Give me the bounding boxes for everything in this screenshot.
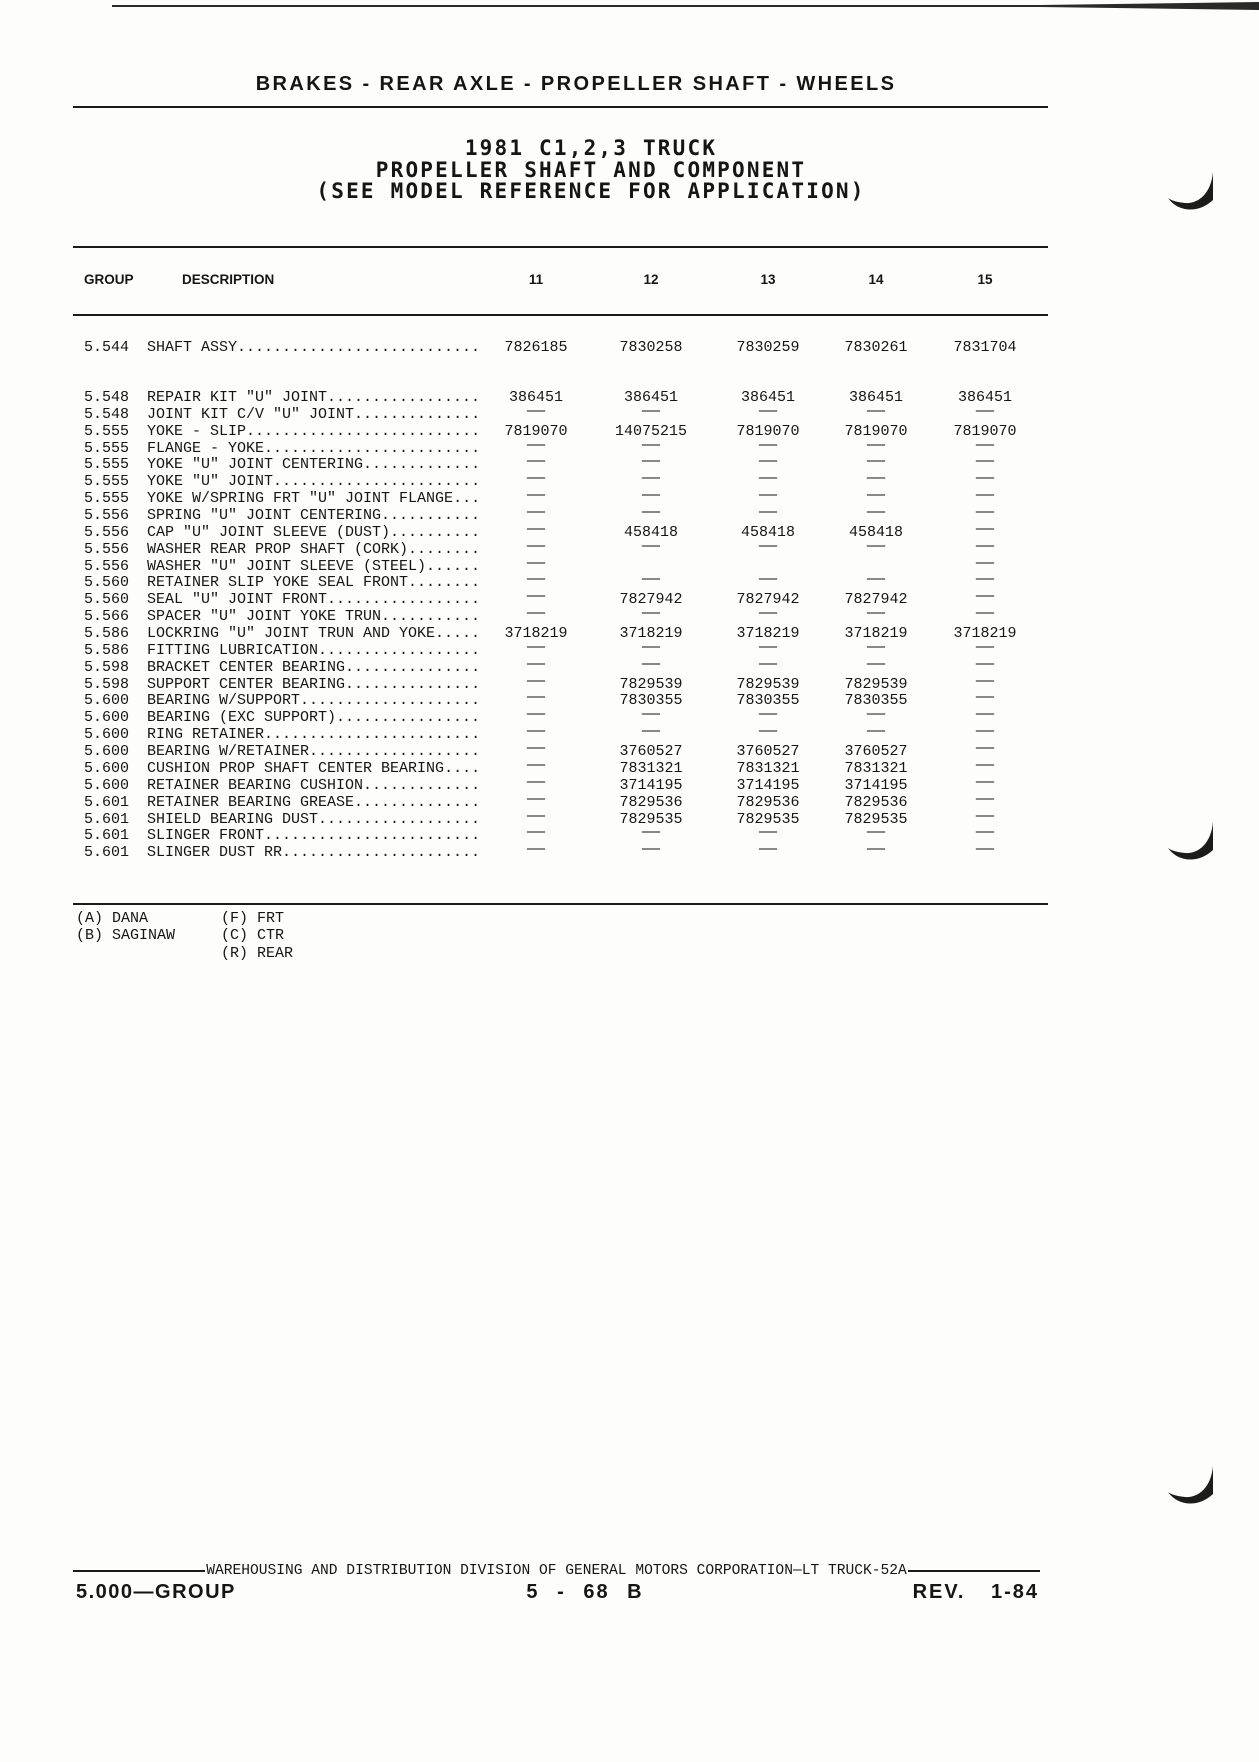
- no-part-dash: —: [526, 554, 545, 572]
- page-number: 5 - 68 B: [526, 1581, 644, 1603]
- part-number-cell: 3760527: [619, 743, 683, 761]
- part-number-cell: 7829536: [619, 793, 683, 811]
- no-part-dash: —: [526, 756, 545, 774]
- part-number-cell: 7830355: [619, 692, 683, 710]
- no-part-dash: —: [526, 520, 545, 538]
- table-header-rule: [73, 314, 1048, 316]
- no-part-dash: —: [975, 605, 994, 623]
- binder-hole-shadow: [1166, 168, 1216, 216]
- no-part-dash: —: [866, 824, 885, 842]
- no-part-dash: —: [975, 504, 994, 522]
- no-part-dash: —: [526, 824, 545, 842]
- no-part-dash: —: [975, 841, 994, 859]
- part-number-cell: 7831321: [619, 759, 683, 777]
- binder-hole-shadow: [1166, 818, 1216, 866]
- no-part-dash: —: [758, 453, 777, 471]
- no-part-dash: —: [975, 520, 994, 538]
- part-number-cell: 7829539: [736, 675, 800, 693]
- group-number: 5.566: [84, 608, 130, 626]
- publisher-rule-right: [908, 1570, 1040, 1572]
- no-part-dash: —: [758, 706, 777, 724]
- column-header-model-12: 12: [643, 272, 659, 287]
- title-line-note: (SEE MODEL REFERENCE FOR APPLICATION): [316, 179, 866, 203]
- no-part-dash: —: [526, 487, 545, 505]
- part-number-cell: 458418: [740, 523, 795, 541]
- no-part-dash: —: [758, 487, 777, 505]
- part-number-cell: 7831321: [736, 759, 800, 777]
- part-number-cell: 3718219: [844, 625, 908, 643]
- no-part-dash: —: [641, 537, 660, 555]
- description-text: SHAFT ASSY: [147, 339, 238, 356]
- no-part-dash: —: [526, 537, 545, 555]
- no-part-dash: —: [641, 436, 660, 454]
- group-number: 5.601: [84, 793, 130, 811]
- group-number: 5.555: [84, 422, 130, 440]
- part-number-cell: 7829535: [736, 810, 800, 828]
- group-number: 5.601: [84, 844, 130, 862]
- part-number-cell: 386451: [957, 389, 1012, 406]
- no-part-dash: —: [975, 487, 994, 505]
- no-part-dash: —: [526, 470, 545, 488]
- description-text: BEARING W/SUPPORT: [147, 692, 301, 710]
- no-part-dash: —: [975, 537, 994, 555]
- description-text: CUSHION PROP SHAFT CENTER BEARING: [147, 759, 445, 777]
- no-part-dash: —: [975, 571, 994, 589]
- no-part-dash: —: [866, 453, 885, 471]
- no-part-dash: —: [975, 672, 994, 690]
- table-row: [0, 339, 1259, 356]
- no-part-dash: —: [758, 470, 777, 488]
- group-number: 5.548: [84, 405, 130, 423]
- part-number-cell: 3714195: [736, 776, 800, 794]
- part-number-cell: 7830261: [844, 339, 908, 356]
- group-number: 5.598: [84, 658, 130, 676]
- no-part-dash: —: [866, 571, 885, 589]
- part-number-cell: 7819070: [953, 422, 1017, 440]
- column-header-model-11: 11: [528, 272, 544, 287]
- no-part-dash: —: [526, 807, 545, 825]
- no-part-dash: —: [526, 655, 545, 673]
- no-part-dash: —: [526, 436, 545, 454]
- group-number: 5.586: [84, 625, 130, 643]
- description-text: LOCKRING "U" JOINT TRUN AND YOKE: [147, 625, 436, 643]
- legend-item: (A) DANA: [76, 910, 149, 927]
- group-number: 5.560: [84, 591, 130, 609]
- no-part-dash: —: [758, 723, 777, 741]
- part-number-cell: 3718219: [619, 625, 683, 643]
- description-text: RETAINER BEARING GREASE: [147, 793, 355, 811]
- table-row: [0, 605, 1259, 626]
- group-number: 5.556: [84, 507, 130, 525]
- no-part-dash: —: [975, 807, 994, 825]
- publisher-rule-left: [73, 1570, 205, 1572]
- part-number-cell: 3718219: [504, 625, 568, 643]
- no-part-dash: —: [866, 655, 885, 673]
- part-number-cell: 7826185: [504, 339, 568, 356]
- description-text: CAP "U" JOINT SLEEVE (DUST): [147, 523, 391, 541]
- description-text: BEARING W/RETAINER: [147, 743, 310, 761]
- footer-group: 5.000—GROUP: [76, 1581, 236, 1603]
- part-number-cell: 3760527: [736, 743, 800, 761]
- no-part-dash: —: [641, 571, 660, 589]
- group-number: 5.544: [84, 339, 130, 356]
- no-part-dash: —: [866, 487, 885, 505]
- part-number-cell: 7829536: [844, 793, 908, 811]
- no-part-dash: —: [641, 655, 660, 673]
- part-number-cell: 458418: [623, 523, 678, 541]
- part-number-cell: 14075215: [614, 422, 687, 440]
- binder-hole-shadow: [1166, 1462, 1216, 1510]
- description-text: SEAL "U" JOINT FRONT: [147, 591, 328, 609]
- no-part-dash: —: [866, 841, 885, 859]
- table-top-rule: [73, 246, 1048, 248]
- part-number-cell: 7830355: [844, 692, 908, 710]
- no-part-dash: —: [526, 504, 545, 522]
- heading-rule: [73, 106, 1048, 108]
- no-part-dash: —: [641, 605, 660, 623]
- legend-item: (B) SAGINAW: [76, 927, 176, 944]
- no-part-dash: —: [975, 402, 994, 420]
- part-number-cell: 7830258: [619, 339, 683, 356]
- no-part-dash: —: [526, 453, 545, 471]
- description-text: WASHER "U" JOINT SLEEVE (STEEL): [147, 557, 427, 575]
- no-part-dash: —: [526, 740, 545, 758]
- table-bottom-rule: [73, 903, 1048, 905]
- description-text: RING RETAINER: [147, 726, 265, 744]
- no-part-dash: —: [758, 605, 777, 623]
- table-row: [0, 402, 1259, 423]
- group-number: 5.601: [84, 810, 130, 828]
- group-number: 5.601: [84, 827, 130, 845]
- publisher-line: [73, 1562, 1040, 1580]
- publisher-text: WAREHOUSING AND DISTRIBUTION DIVISION OF GENERAL MOTORS CORPORATION—LT TRUCK-52A: [206, 1563, 907, 1579]
- part-number-cell: 3718219: [953, 625, 1017, 643]
- no-part-dash: —: [975, 436, 994, 454]
- part-number-cell: 7819070: [844, 422, 908, 440]
- part-number-cell: 7829536: [736, 793, 800, 811]
- description-text: BEARING (EXC SUPPORT): [147, 709, 337, 727]
- part-number-cell: 3714195: [619, 776, 683, 794]
- no-part-dash: —: [526, 571, 545, 589]
- part-number-cell: 7831704: [953, 339, 1017, 356]
- no-part-dash: —: [975, 824, 994, 842]
- description-text: WASHER REAR PROP SHAFT (CORK): [147, 540, 409, 558]
- description-text: RETAINER BEARING CUSHION: [147, 776, 364, 794]
- column-header-group: GROUP: [84, 272, 134, 287]
- description-text: YOKE - SLIP: [147, 422, 247, 440]
- no-part-dash: —: [866, 638, 885, 656]
- no-part-dash: —: [526, 605, 545, 623]
- part-number-cell: 7827942: [844, 591, 908, 609]
- group-number: 5.600: [84, 776, 130, 794]
- group-number: 5.555: [84, 456, 130, 474]
- group-number: 5.560: [84, 574, 130, 592]
- scan-edge-shadow: [1040, 2, 1259, 12]
- no-part-dash: —: [975, 554, 994, 572]
- no-part-dash: —: [866, 402, 885, 420]
- description-text: YOKE "U" JOINT CENTERING: [147, 456, 364, 474]
- group-number: 5.600: [84, 726, 130, 744]
- group-number: 5.555: [84, 490, 130, 508]
- no-part-dash: —: [975, 689, 994, 707]
- part-number-cell: 7830355: [736, 692, 800, 710]
- no-part-dash: —: [975, 453, 994, 471]
- no-part-dash: —: [758, 571, 777, 589]
- no-part-dash: —: [866, 436, 885, 454]
- part-number-cell: 386451: [623, 389, 678, 406]
- description-text: SUPPORT CENTER BEARING: [147, 675, 346, 693]
- no-part-dash: —: [866, 470, 885, 488]
- no-part-dash: —: [758, 638, 777, 656]
- column-header-description: DESCRIPTION: [182, 272, 275, 287]
- no-part-dash: —: [975, 756, 994, 774]
- part-number-cell: 386451: [848, 389, 903, 406]
- description-text: SHIELD BEARING DUST: [147, 810, 319, 828]
- group-number: 5.555: [84, 473, 130, 491]
- no-part-dash: —: [758, 436, 777, 454]
- no-part-dash: —: [641, 470, 660, 488]
- part-number-cell: 386451: [740, 389, 795, 406]
- dot-leader: [237, 339, 480, 356]
- no-part-dash: —: [866, 706, 885, 724]
- no-part-dash: —: [975, 723, 994, 741]
- group-number: 5.556: [84, 557, 130, 575]
- legend-item: (R) REAR: [221, 945, 294, 962]
- no-part-dash: —: [866, 504, 885, 522]
- no-part-dash: —: [526, 790, 545, 808]
- no-part-dash: —: [526, 638, 545, 656]
- group-number: 5.556: [84, 523, 130, 541]
- part-number-cell: 7829539: [844, 675, 908, 693]
- description-text: SLINGER FRONT: [147, 827, 265, 845]
- part-number-cell: 458418: [848, 523, 903, 541]
- no-part-dash: —: [641, 504, 660, 522]
- no-part-dash: —: [641, 841, 660, 859]
- part-number-cell: 3718219: [736, 625, 800, 643]
- no-part-dash: —: [975, 790, 994, 808]
- title-line-subject: PROPELLER SHAFT AND COMPONENT: [375, 158, 807, 182]
- no-part-dash: —: [641, 723, 660, 741]
- no-part-dash: —: [975, 773, 994, 791]
- part-number-cell: 3714195: [844, 776, 908, 794]
- no-part-dash: —: [641, 824, 660, 842]
- no-part-dash: —: [758, 402, 777, 420]
- description-text: YOKE W/SPRING FRT "U" JOINT FLANGE: [147, 490, 454, 508]
- group-number: 5.548: [84, 389, 130, 406]
- no-part-dash: —: [758, 504, 777, 522]
- description-text: JOINT KIT C/V "U" JOINT: [147, 405, 355, 423]
- table-row: [0, 841, 1259, 862]
- no-part-dash: —: [526, 841, 545, 859]
- part-number-cell: 386451: [508, 389, 563, 406]
- group-number: 5.598: [84, 675, 130, 693]
- group-number: 5.556: [84, 540, 130, 558]
- no-part-dash: —: [866, 723, 885, 741]
- part-number-cell: 7827942: [619, 591, 683, 609]
- no-part-dash: —: [758, 655, 777, 673]
- legend-item: (C) CTR: [221, 927, 285, 944]
- description-text: SLINGER DUST RR: [147, 844, 283, 862]
- part-number-cell: 7819070: [504, 422, 568, 440]
- no-part-dash: —: [866, 605, 885, 623]
- no-part-dash: —: [641, 453, 660, 471]
- group-number: 5.600: [84, 759, 130, 777]
- part-number-cell: 7830259: [736, 339, 800, 356]
- description-text: RETAINER SLIP YOKE SEAL FRONT: [147, 574, 409, 592]
- description-text: REPAIR KIT "U" JOINT: [147, 389, 328, 406]
- no-part-dash: —: [975, 588, 994, 606]
- description-text: FITTING LUBRICATION: [147, 641, 319, 659]
- no-part-dash: —: [526, 773, 545, 791]
- part-number-cell: 3760527: [844, 743, 908, 761]
- description-text: YOKE "U" JOINT: [147, 473, 274, 491]
- title-line-model: 1981 C1,2,3 TRUCK: [464, 136, 718, 160]
- no-part-dash: —: [975, 638, 994, 656]
- no-part-dash: —: [641, 487, 660, 505]
- group-number: 5.555: [84, 439, 130, 457]
- no-part-dash: —: [526, 689, 545, 707]
- description-text: SPRING "U" JOINT CENTERING: [147, 507, 382, 525]
- no-part-dash: —: [975, 706, 994, 724]
- group-number: 5.600: [84, 709, 130, 727]
- column-header-model-14: 14: [868, 272, 884, 287]
- group-number: 5.600: [84, 743, 130, 761]
- description-text: BRACKET CENTER BEARING: [147, 658, 346, 676]
- group-number: 5.600: [84, 692, 130, 710]
- part-number-cell: 7829535: [844, 810, 908, 828]
- no-part-dash: —: [641, 638, 660, 656]
- no-part-dash: —: [526, 672, 545, 690]
- no-part-dash: —: [641, 706, 660, 724]
- column-header-model-15: 15: [977, 272, 993, 287]
- no-part-dash: —: [526, 402, 545, 420]
- section-heading: BRAKES - REAR AXLE - PROPELLER SHAFT - WHEELS: [255, 73, 897, 95]
- no-part-dash: —: [975, 470, 994, 488]
- revision: REV. 1-84: [912, 1581, 1039, 1603]
- group-number: 5.586: [84, 641, 130, 659]
- no-part-dash: —: [758, 537, 777, 555]
- part-number-cell: 7829539: [619, 675, 683, 693]
- part-number-cell: 7827942: [736, 591, 800, 609]
- no-part-dash: —: [758, 841, 777, 859]
- column-header-model-13: 13: [760, 272, 776, 287]
- legend-item: (F) FRT: [221, 910, 285, 927]
- description-text: SPACER "U" JOINT YOKE TRUN: [147, 608, 382, 626]
- description-cell: [147, 339, 480, 356]
- no-part-dash: —: [526, 723, 545, 741]
- no-part-dash: —: [975, 740, 994, 758]
- part-number-cell: 7829535: [619, 810, 683, 828]
- no-part-dash: —: [526, 706, 545, 724]
- description-text: FLANGE - YOKE: [147, 439, 265, 457]
- no-part-dash: —: [758, 824, 777, 842]
- no-part-dash: —: [866, 537, 885, 555]
- no-part-dash: —: [526, 588, 545, 606]
- no-part-dash: —: [641, 402, 660, 420]
- part-number-cell: 7831321: [844, 759, 908, 777]
- no-part-dash: —: [975, 655, 994, 673]
- part-number-cell: 7819070: [736, 422, 800, 440]
